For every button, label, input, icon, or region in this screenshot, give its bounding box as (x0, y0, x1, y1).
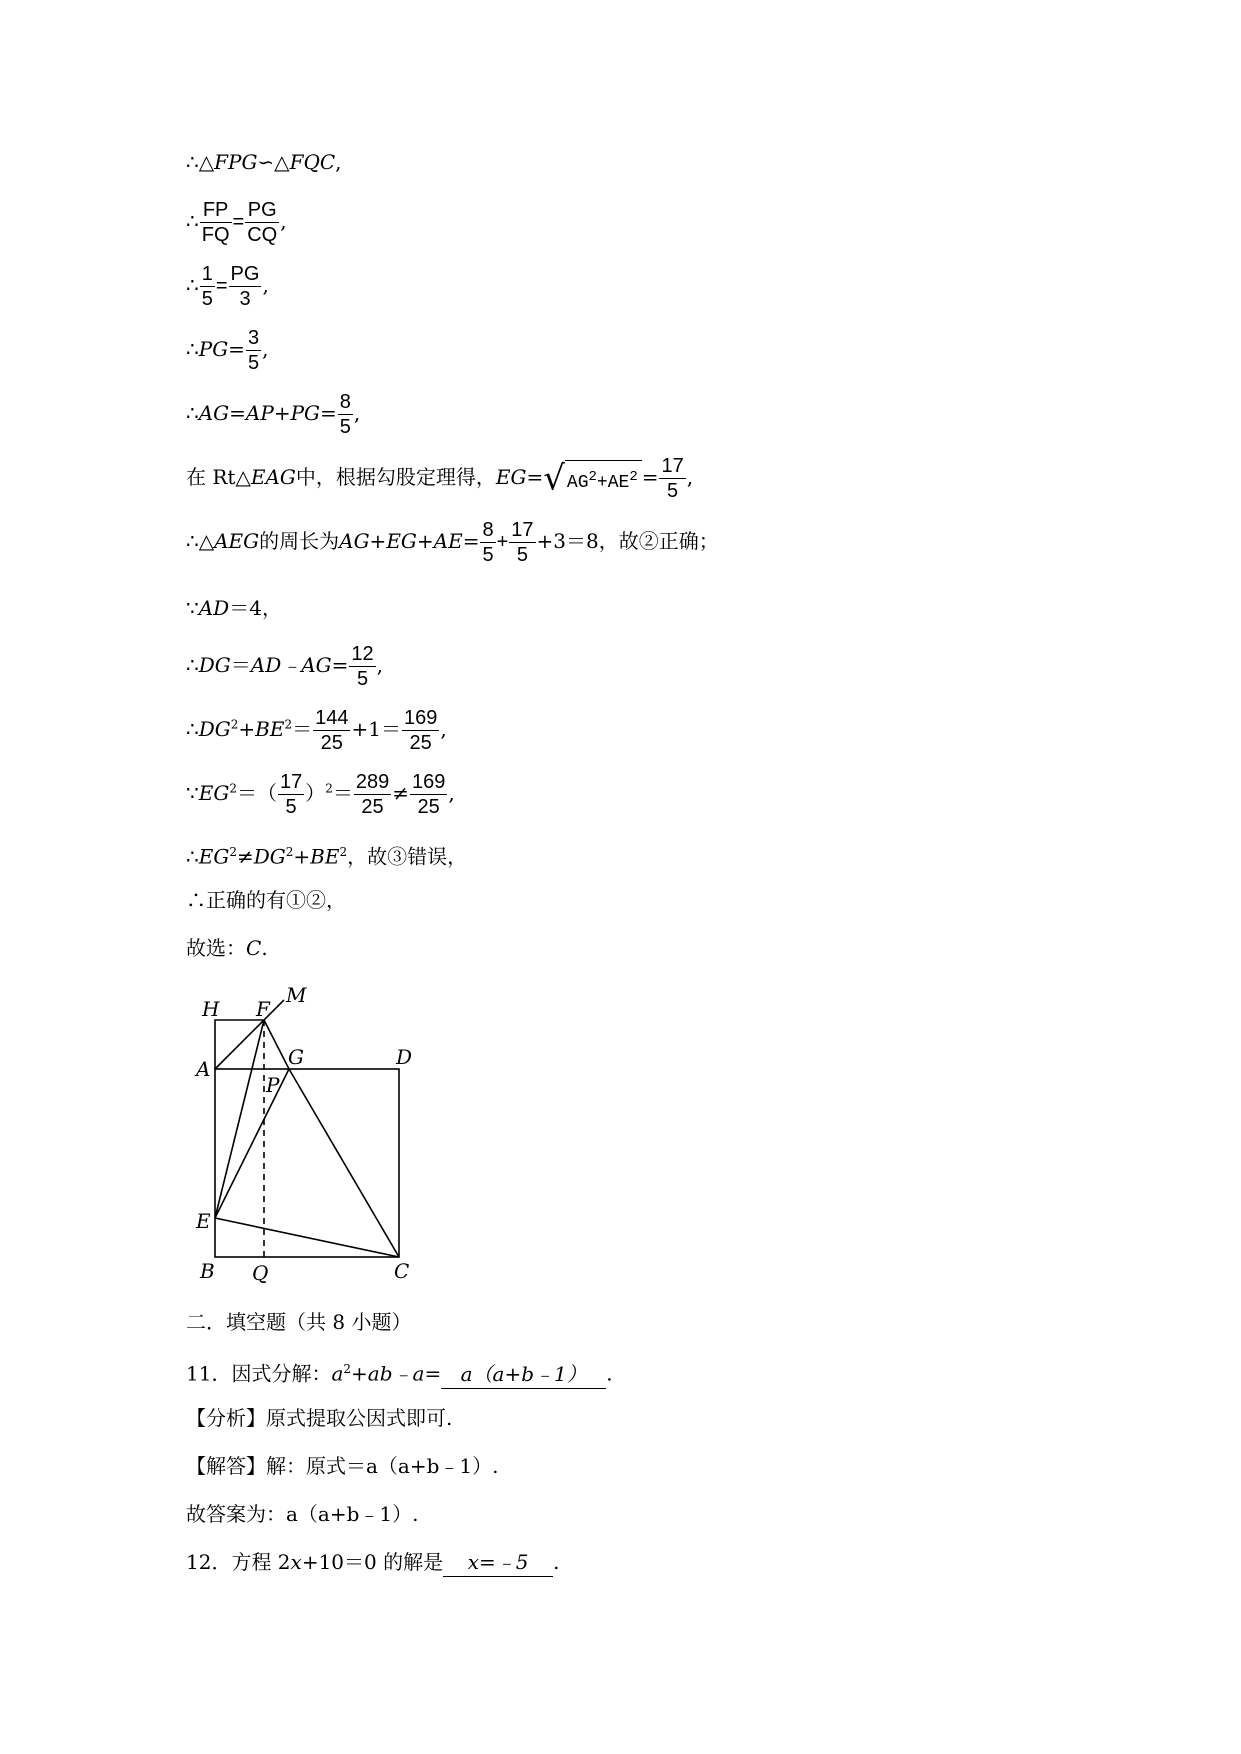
equals: ＝ (332, 781, 353, 805)
comma: , (448, 781, 455, 805)
solution-line-14 (186, 934, 268, 962)
solution-line-9 (186, 642, 383, 691)
geometry-figure (186, 980, 426, 1290)
solution-line-6 (186, 454, 693, 503)
equals: = (215, 275, 228, 297)
triangle-fpg: FPG (214, 150, 258, 174)
equals: = (228, 337, 245, 361)
radicand (565, 460, 642, 497)
comma: , (376, 653, 384, 677)
plus: + (238, 717, 256, 741)
text: 中，根据勾股定理得， (295, 465, 496, 489)
solution-line-3 (186, 262, 269, 311)
fraction-12-5 (349, 642, 375, 691)
var-pg: PG (290, 401, 321, 425)
equals: = (229, 401, 246, 425)
plus: + (293, 844, 311, 869)
label-a: A (196, 1057, 211, 1081)
therefore: ∴ (186, 653, 199, 677)
fraction-8-5 (338, 390, 353, 439)
denominator: 5 (285, 796, 297, 818)
answer-blank (441, 1360, 606, 1389)
q11-solution (186, 1452, 499, 1480)
line-fg (264, 1020, 289, 1069)
answer-blank (443, 1548, 553, 1577)
numerator: 12 (351, 643, 374, 665)
text: 解：原式＝a（a+b﹣1）. (266, 1454, 499, 1478)
text: 二．填空题（共 8 小题） (186, 1310, 412, 1334)
exponent: 2 (339, 845, 348, 859)
label-b: B (200, 1259, 215, 1283)
therefore: ∴ (186, 844, 199, 869)
solution-line-7 (186, 518, 719, 567)
numerator: 144 (315, 707, 349, 729)
equals: = (331, 653, 349, 677)
numerator: PG (245, 198, 279, 223)
equals: ＝ (292, 717, 313, 741)
expression: AG+EG+AE (339, 529, 463, 553)
numerator: FP (200, 198, 232, 223)
therefore: ∴ (186, 209, 199, 233)
fraction-fp-fq (200, 198, 232, 247)
fraction-289-25 (354, 770, 391, 819)
denominator: 5 (482, 544, 494, 566)
radical-sign: √ (543, 458, 565, 499)
fraction-17-5 (659, 454, 685, 503)
question-11 (186, 1355, 613, 1389)
equals: = (526, 465, 544, 489)
denominator: CQ (247, 224, 278, 246)
numerator: 3 (247, 327, 260, 349)
numerator: 169 (411, 771, 446, 793)
var-dg: DG (198, 653, 231, 677)
text: 故答案为：a（a+b﹣1）. (186, 1502, 419, 1526)
denominator: 25 (417, 796, 440, 818)
var-be: BE (255, 717, 285, 741)
therefore-triangle: ∴△ (186, 150, 215, 174)
fraction-8-5 (480, 518, 495, 567)
fraction-144-25 (313, 706, 350, 755)
fraction-17-5 (278, 770, 304, 819)
text: +AE (596, 473, 630, 493)
label-q: Q (252, 1261, 269, 1285)
comma: , (440, 717, 447, 741)
text: ＝（ (236, 781, 277, 805)
denominator: 25 (320, 732, 343, 754)
plus: + (273, 401, 291, 425)
numerator: PG (230, 263, 260, 285)
label-h: H (202, 997, 220, 1021)
square-root (543, 460, 642, 497)
var-ad: AD (198, 596, 230, 620)
label-p: P (266, 1073, 280, 1097)
not-equal: ≠ (392, 781, 409, 805)
denominator: FQ (201, 224, 230, 246)
var-eg: EG (198, 844, 230, 869)
denominator: 5 (667, 480, 679, 502)
question-number: 12．方程 2 (186, 1550, 291, 1574)
analysis-tag: 【分析】 (186, 1406, 266, 1430)
var-eg: EG (495, 465, 527, 489)
solution-line-5 (186, 390, 360, 439)
text: AG (566, 473, 589, 493)
solution-line-2 (186, 198, 287, 247)
therefore: ∴ (186, 337, 199, 361)
text: ∴正确的有①②， (186, 888, 346, 912)
var-pg: PG (198, 337, 229, 361)
comma: , (280, 209, 287, 233)
numerator: 1 (201, 263, 213, 285)
plus: + (496, 531, 509, 553)
expression: +ab﹣a= (351, 1361, 442, 1386)
numerator: 289 (355, 771, 390, 793)
equals: = (462, 529, 480, 553)
label-d: D (396, 1045, 413, 1069)
triangle-fqc: FQC (289, 150, 336, 174)
text: 在 Rt△ (186, 465, 251, 489)
solution-line-11 (186, 770, 455, 819)
var-a: a (331, 1361, 344, 1386)
exponent: 2 (588, 469, 597, 485)
var-ag: AG (198, 401, 230, 425)
equals: = (320, 401, 337, 425)
fraction-1-5 (200, 262, 215, 311)
line-fe (215, 1020, 264, 1218)
label-m: M (286, 983, 307, 1007)
therefore: ∴ (186, 273, 199, 297)
exponent: 2 (229, 845, 237, 859)
exponent: 2 (629, 469, 638, 485)
equals: = (232, 211, 245, 233)
comma: , (353, 401, 361, 425)
fraction-pg-cq (245, 198, 279, 247)
equals: ＝ (230, 653, 251, 677)
denominator: 5 (201, 288, 213, 310)
label-g: G (288, 1045, 304, 1069)
period: . (553, 1550, 560, 1574)
comma: , (335, 150, 342, 174)
fraction-169-25 (402, 706, 439, 755)
exponent: 2 (230, 717, 239, 732)
text: +10＝0 的解是 (301, 1550, 444, 1574)
denominator: 5 (339, 416, 351, 438)
text: +1＝ (351, 717, 401, 741)
line-af (215, 1020, 264, 1069)
var-x: x (290, 1550, 302, 1574)
label-c: C (394, 1259, 410, 1283)
fraction-169-25 (410, 770, 447, 819)
fraction-pg-3 (229, 262, 262, 311)
var-eag: EAG (250, 465, 296, 489)
equals: = (641, 465, 659, 489)
not-equal: ≠ (236, 844, 254, 869)
solution-line-13 (186, 886, 346, 914)
exponent: 2 (229, 781, 237, 796)
var-ap: AP (245, 401, 274, 425)
numerator: 17 (661, 455, 684, 477)
numerator: 8 (339, 391, 351, 413)
var-dg: DG (253, 844, 286, 869)
therefore: ∴ (186, 401, 199, 425)
period: . (261, 936, 268, 960)
text: +3＝8，故②正确； (536, 529, 719, 553)
var-aeg: AEG (214, 529, 260, 553)
question-number: 11．因式分解： (186, 1361, 332, 1386)
comma: , (262, 337, 269, 361)
answer-choice: C (246, 936, 262, 960)
text: 原式提取公因式即可. (266, 1406, 453, 1430)
fraction-17-5 (509, 518, 535, 567)
comma: , (262, 273, 269, 297)
text: ） (305, 781, 326, 805)
answer-text: a（a+b﹣1） (460, 1361, 587, 1386)
label-e: E (196, 1209, 211, 1233)
var-eg: EG (198, 781, 230, 805)
expression: AD﹣AG (250, 653, 332, 677)
solution-line-1 (186, 148, 342, 176)
denominator: 5 (516, 544, 528, 566)
solution-tag: 【解答】 (186, 1454, 266, 1478)
numerator: 169 (403, 707, 438, 729)
solution-line-12 (186, 838, 467, 871)
q11-final-answer (186, 1500, 419, 1528)
text: ∴△ (186, 529, 215, 553)
var-be: BE (310, 844, 340, 869)
similar-sign: ∽△ (257, 150, 290, 174)
solution-line-10 (186, 706, 447, 755)
denominator: 25 (409, 732, 432, 754)
denominator: 3 (239, 288, 251, 310)
numerator: 8 (482, 519, 494, 541)
denominator: 5 (356, 668, 369, 690)
numerator: 17 (511, 519, 534, 541)
question-12 (186, 1548, 559, 1577)
exponent: 2 (284, 717, 293, 732)
answer-text: x=﹣5 (467, 1550, 529, 1574)
label-f: F (256, 997, 270, 1021)
exponent: 2 (285, 845, 294, 859)
denominator: 25 (361, 796, 384, 818)
section-title (186, 1308, 411, 1336)
solution-line-8 (186, 594, 282, 622)
because: ∵ (186, 781, 199, 805)
exponent: 2 (325, 781, 333, 796)
text: 的周长为 (259, 529, 340, 553)
numerator: 17 (279, 771, 303, 793)
comma: , (686, 465, 694, 489)
line-gc (289, 1069, 399, 1257)
denominator: 5 (247, 352, 260, 374)
line-ec (215, 1218, 399, 1257)
solution-line-4 (186, 326, 268, 375)
text: ＝4， (229, 596, 282, 620)
period: . (606, 1361, 613, 1386)
exponent: 2 (343, 1362, 352, 1376)
because: ∵ (186, 596, 199, 620)
text: ，故③错误， (347, 844, 468, 869)
text: 故选： (186, 936, 246, 960)
var-dg: DG (198, 717, 231, 741)
q11-analysis (186, 1404, 452, 1432)
fraction-3-5 (246, 326, 261, 375)
therefore: ∴ (186, 717, 199, 741)
